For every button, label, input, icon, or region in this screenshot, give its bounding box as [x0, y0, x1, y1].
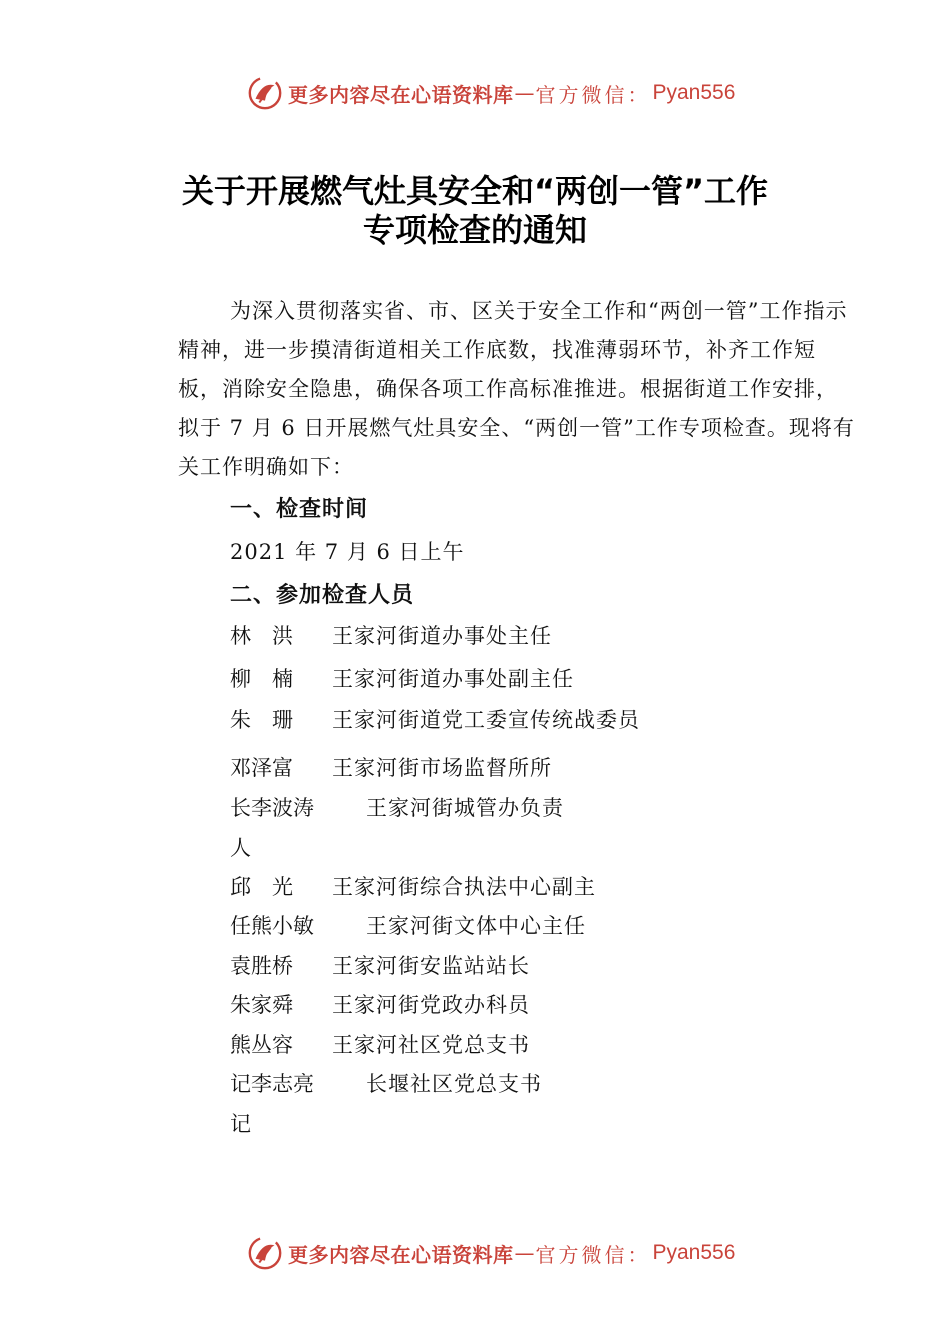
person-name: 袁胜桥	[230, 954, 293, 978]
person-name: 人	[230, 836, 251, 860]
person-row	[230, 620, 552, 650]
person-row	[230, 950, 530, 980]
person-row	[230, 752, 552, 782]
document-title-line1: 关于开展燃气灶具安全和“两创一管”工作	[181, 172, 769, 210]
person-row	[230, 792, 564, 822]
person-row	[230, 704, 640, 734]
watermark-footer	[246, 1233, 735, 1273]
person-role: 王家河街道党工委宣传统战委员	[332, 708, 640, 732]
person-role: 王家河街综合执法中心副主	[332, 875, 596, 899]
person-row	[230, 832, 332, 862]
watermark-text: 更多内容尽在心语资料库	[288, 1242, 514, 1267]
person-name: 林 洪	[230, 624, 293, 648]
seal-logo-icon	[246, 74, 284, 112]
person-role: 王家河街党政办科员	[332, 993, 530, 1017]
watermark-separator: —	[514, 81, 535, 105]
person-name: 熊丛容	[230, 1033, 293, 1057]
person-role: 王家河街文体中心主任	[366, 914, 586, 938]
person-name: 邱 光	[230, 875, 293, 899]
person-name: 柳 楠	[230, 667, 293, 691]
section1-heading: 一、检查时间	[230, 497, 369, 522]
section1-content: 2021 年 7 月 6 日上午	[230, 540, 465, 564]
seal-logo-icon	[246, 1234, 284, 1272]
person-row	[230, 1068, 542, 1098]
watermark-wechat-label: 官方微信：	[535, 1242, 651, 1267]
person-name: 长李波涛	[230, 796, 314, 820]
person-name: 任熊小敏	[230, 914, 314, 938]
person-role: 王家河街安监站站长	[332, 954, 530, 978]
intro-paragraph: 为深入贯彻落实省、市、区关于安全工作和“两创一管”工作指示精神，进一步摸清街道相关工作底数，找准薄弱环节，补齐工作短板，消除安全隐患，确保各项工作高标准推进。根据街道工作安排，拟于 7 月 6 日开展燃气灶具安全、“两创一管”工作专项检查。现将有关工作明确如下：	[178, 299, 855, 479]
watermark-wechat-label: 官方微信：	[535, 82, 651, 107]
person-name: 邓泽富	[230, 756, 293, 780]
document-title-line2: 专项检查的通知	[362, 211, 587, 249]
watermark-text: 更多内容尽在心语资料库	[288, 82, 514, 107]
person-row	[230, 871, 596, 901]
person-row	[230, 989, 530, 1019]
person-role: 王家河街道办事处主任	[332, 624, 552, 648]
person-name: 记李志亮	[230, 1072, 314, 1096]
person-name: 记	[230, 1112, 251, 1136]
watermark-separator: —	[514, 1241, 535, 1265]
person-role: 王家河街道办事处副主任	[332, 667, 574, 691]
person-row	[230, 910, 586, 940]
person-role: 王家河街城管办负责	[366, 796, 564, 820]
person-row	[230, 1108, 332, 1138]
person-role: 长堰社区党总支书	[366, 1072, 542, 1096]
watermark-wechat-id: Pyan556	[652, 81, 736, 104]
person-role: 王家河社区党总支书	[332, 1033, 530, 1057]
section2-heading: 二、参加检查人员	[230, 583, 415, 608]
person-row	[230, 1029, 530, 1059]
intro-block	[178, 292, 858, 487]
person-name: 朱家舜	[230, 993, 293, 1017]
watermark-wechat-id: Pyan556	[652, 1241, 736, 1264]
person-role: 王家河街市场监督所所	[332, 756, 552, 780]
person-row	[230, 663, 574, 693]
person-name: 朱 珊	[230, 708, 293, 732]
watermark-header	[246, 73, 735, 113]
